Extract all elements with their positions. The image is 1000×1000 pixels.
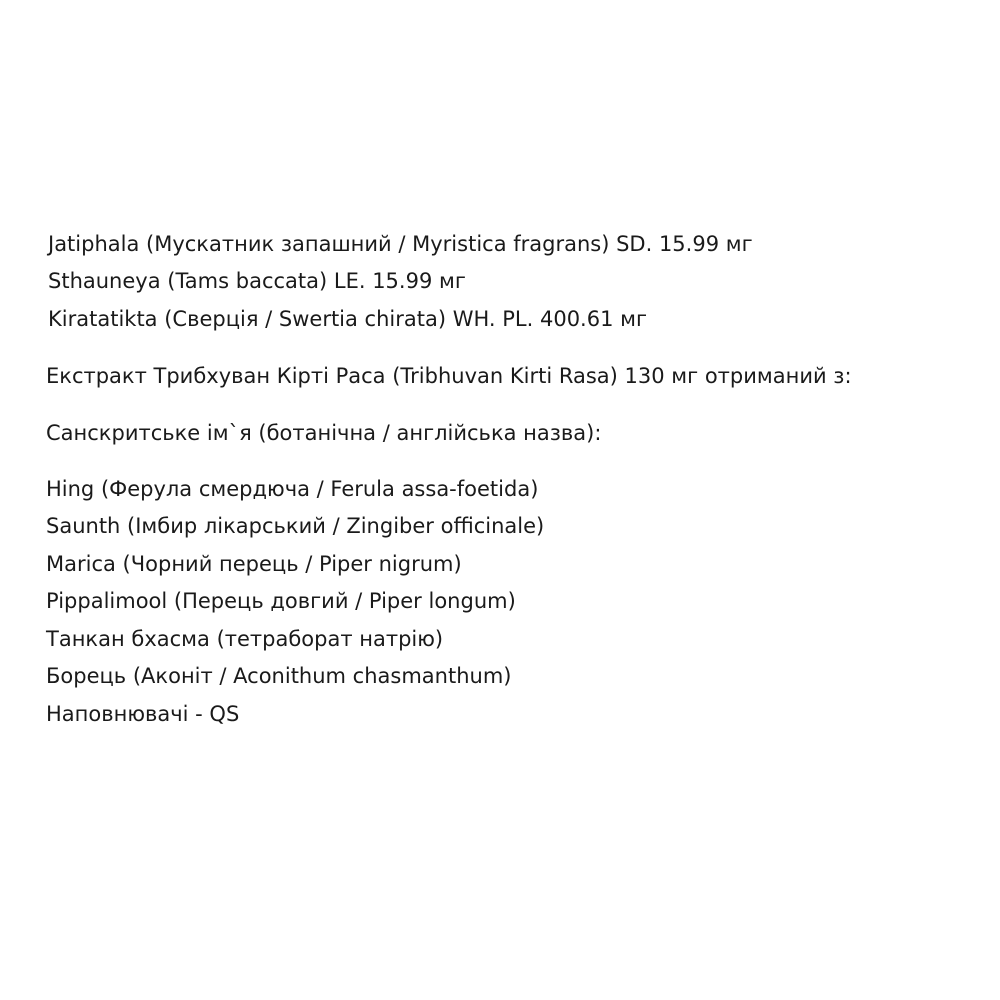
ingredient-line: Jatiphala (Мускатник запашний / Myristica fragrans) SD. 15.99 мг: [48, 232, 753, 256]
ingredient-line: Saunth (Імбир лікарський / Zingiber officinale): [46, 514, 545, 538]
name-heading: Санскритське ім`я (ботанічна / англійська назва):: [46, 421, 602, 445]
ingredient-line: Pippalimool (Перець довгий / Piper longum): [46, 589, 516, 613]
ingredient-line: Борець (Аконіт / Aconithum chasmanthum): [46, 664, 512, 688]
ingredient-line: Наповнювачі - QS: [46, 702, 240, 726]
ingredient-line: Hing (Ферула смердюча / Ferula assa-foetida): [46, 477, 539, 501]
ingredient-line: Танкан бхасма (тетраборат натрію): [46, 627, 444, 651]
ingredient-line: Sthauneya (Tams baccata) LE. 15.99 мг: [48, 269, 466, 293]
ingredient-line: Marica (Чорний перець / Piper nigrum): [46, 552, 462, 576]
extract-heading: Екстракт Трибхуван Кірті Раса (Tribhuvan Kirti Rasa) 130 мг отриманий з:: [46, 364, 852, 388]
ingredient-line: Kiratatikta (Сверція / Swertia chirata) WH. PL. 400.61 мг: [48, 307, 648, 331]
